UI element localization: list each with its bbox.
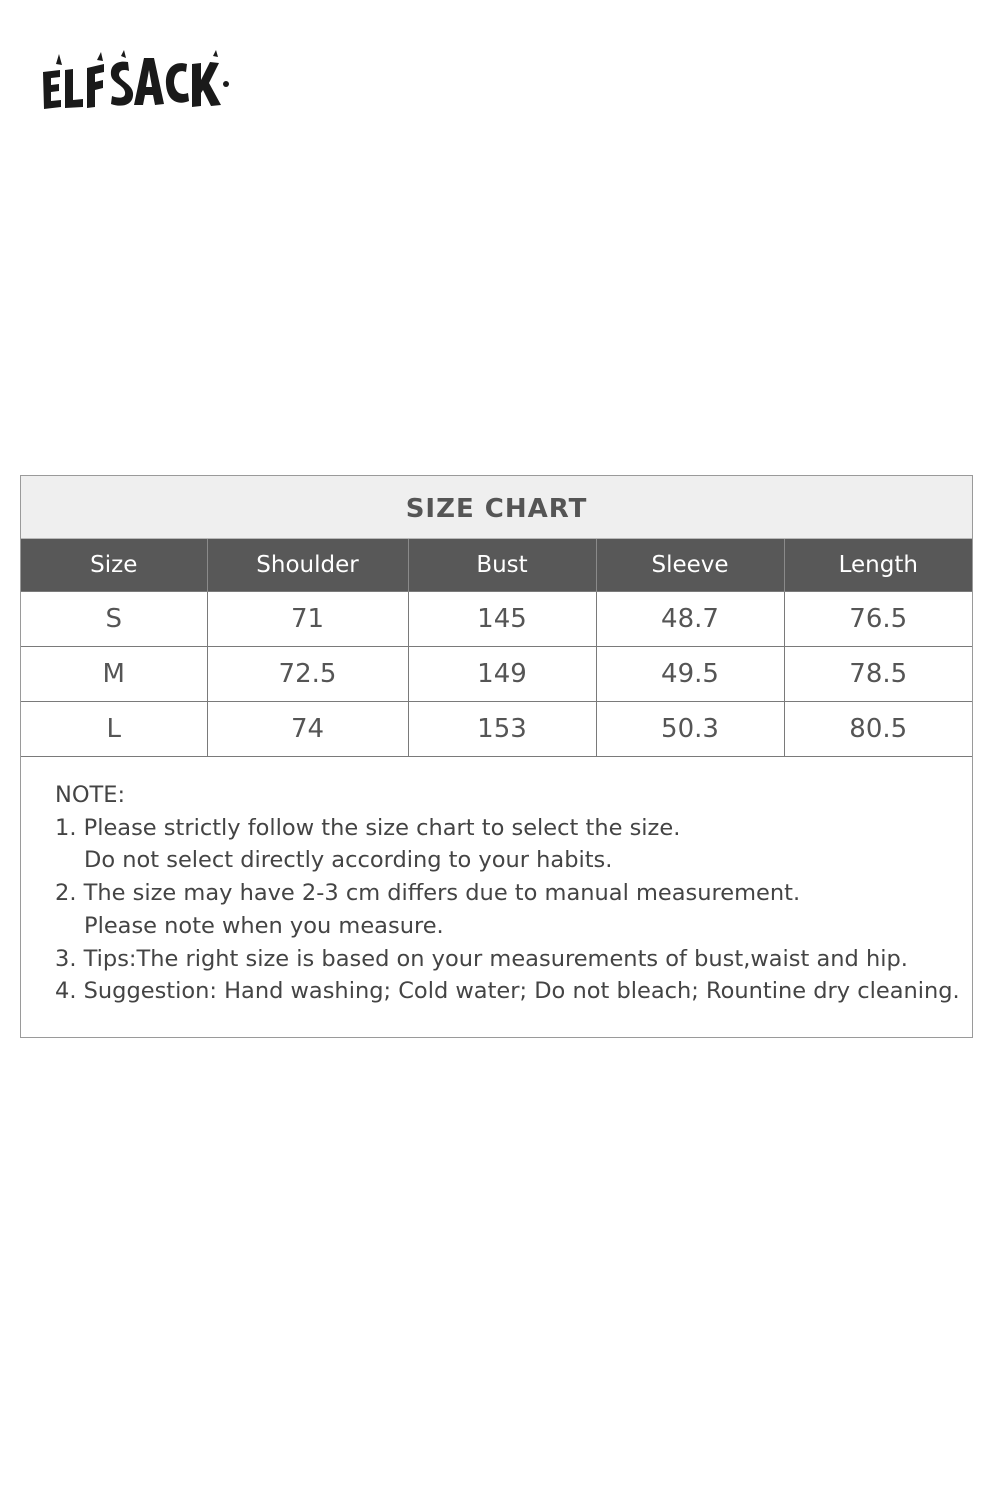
note-line: 1. Please strictly follow the size chart to select the size. [55, 814, 681, 841]
notes-heading: NOTE: [55, 782, 126, 808]
cell-shoulder: 74 [207, 702, 408, 757]
column-header-size: Size [21, 539, 207, 592]
note-line: Please note when you measure. [84, 912, 444, 939]
note-line: 3. Tips:The right size is based on your measurements of bust,waist and hip. [55, 945, 908, 972]
cell-sleeve: 49.5 [596, 647, 784, 702]
notes-section [21, 757, 972, 1008]
cell-shoulder: 72.5 [207, 647, 408, 702]
note-line: 2. The size may have 2-3 cm differs due to manual measurement. [55, 880, 801, 907]
size-table [21, 539, 972, 757]
cell-length: 78.5 [784, 647, 972, 702]
elfsack-logo [40, 50, 240, 112]
table-row [21, 702, 972, 757]
cell-size: L [21, 702, 207, 757]
column-header-bust: Bust [408, 539, 596, 592]
cell-bust: 149 [408, 647, 596, 702]
cell-size: S [21, 592, 207, 647]
note-line: Do not select directly according to your habits. [84, 847, 613, 874]
cell-bust: 153 [408, 702, 596, 757]
cell-shoulder: 71 [207, 592, 408, 647]
column-header-sleeve: Sleeve [596, 539, 784, 592]
cell-length: 80.5 [784, 702, 972, 757]
table-row [21, 647, 972, 702]
logo-wordmark [40, 50, 240, 112]
cell-sleeve: 50.3 [596, 702, 784, 757]
note-line: 4. Suggestion: Hand washing; Cold water; Do not bleach; Rountine dry cleaning. [55, 978, 960, 1005]
size-chart [20, 475, 973, 1038]
size-chart-title: SIZE CHART [21, 476, 972, 539]
column-header-shoulder: Shoulder [207, 539, 408, 592]
table-header-row [21, 539, 972, 592]
cell-sleeve: 48.7 [596, 592, 784, 647]
cell-size: M [21, 647, 207, 702]
cell-bust: 145 [408, 592, 596, 647]
table-row [21, 592, 972, 647]
cell-length: 76.5 [784, 592, 972, 647]
column-header-length: Length [784, 539, 972, 592]
